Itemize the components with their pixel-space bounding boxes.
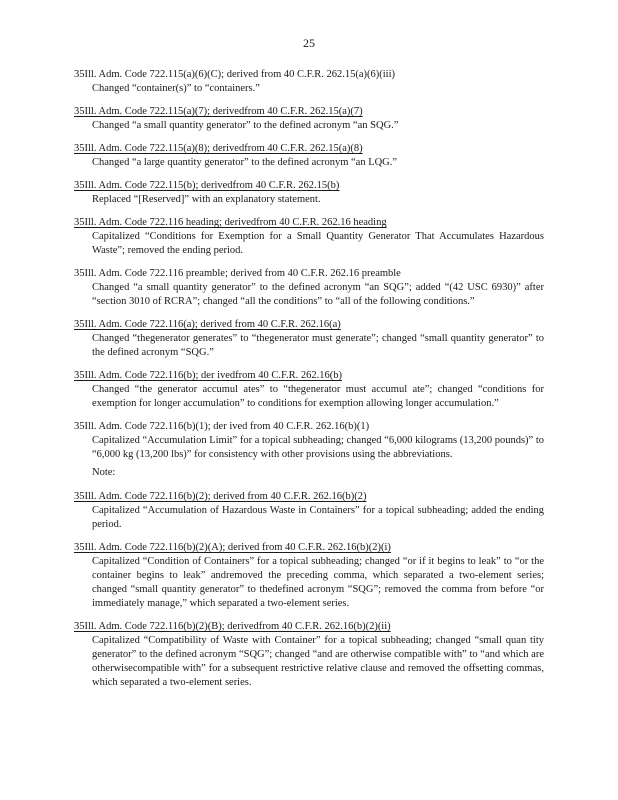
list-item	[74, 541, 544, 611]
entry-citation: 35Ill. Adm. Code 722.116(b)(2); derived from 40 C.F.R. 262.16(b)(2)	[74, 491, 367, 502]
entry-citation: 35Ill. Adm. Code 722.116(a); derived from 40 C.F.R. 262.16(a)	[74, 319, 341, 330]
list-item	[74, 420, 544, 480]
entry-description: Changed “the generator accumul ates” to “thegenerator must accumul ate”; changed “conditions for exemption for longer accumulation” to conditions for exemption allowing longer accumulation.”	[92, 384, 544, 409]
entry-description: Replaced “[Reserved]” with an explanatory statement.	[92, 194, 321, 205]
entry-description: Changed “a small quantity generator” to the defined acronym “an SQG.”	[92, 120, 399, 131]
entry-description: Changed “a small quantity generator” to the defined acronym “an SQG”; added “(42 USC 6930)” after “section 3010 of RCRA”; changed “all the conditions” to “all of the following conditions.”	[92, 282, 544, 307]
list-item	[74, 267, 544, 309]
entry-citation: 35Ill. Adm. Code 722.115(a)(6)(C); derived from 40 C.F.R. 262.15(a)(6)(iii)	[74, 69, 396, 80]
entry-list	[74, 68, 544, 699]
entry-note: Note:	[92, 467, 116, 478]
entry-description: Capitalized “Conditions for Exemption for a Small Quantity Generator That Accumulates Hazardous Waste”; removed the ending period.	[92, 231, 544, 256]
entry-citation: 35Ill. Adm. Code 722.116(b); der ivedfrom 40 C.F.R. 262.16(b)	[74, 370, 342, 381]
entry-citation: 35Ill. Adm. Code 722.115(b); derivedfrom 40 C.F.R. 262.15(b)	[74, 180, 340, 191]
entry-citation: 35Ill. Adm. Code 722.115(a)(7); derivedfrom 40 C.F.R. 262.15(a)(7)	[74, 106, 363, 117]
list-item	[74, 105, 544, 133]
list-item	[74, 369, 544, 411]
list-item	[74, 142, 544, 170]
list-item	[74, 68, 544, 96]
entry-description: Capitalized “Compatibility of Waste with Container” for a topical subheading; changed “small quan tity generator” to the defined acronym “SQG”; changed “and are otherwise compatible with” to “and which are otherwisecompatible with” for a subsequent restrictive relative clause and removed the offsetting commas, which separated a two-element series.	[92, 635, 544, 688]
list-item	[74, 318, 544, 360]
entry-citation: 35Ill. Adm. Code 722.116 preamble; derived from 40 C.F.R. 262.16 preamble	[74, 268, 401, 279]
page-number: 25	[303, 36, 315, 50]
entry-description: Changed “thegenerator generates” to “thegenerator must generate”; changed “small quantity generator” to the defined acronym “SQG.”	[92, 333, 544, 358]
entry-citation: 35Ill. Adm. Code 722.116(b)(2)(A); derived from 40 C.F.R. 262.16(b)(2)(i)	[74, 542, 391, 553]
entry-description: Capitalized “Accumulation of Hazardous Waste in Containers” for a topical subheading; added the ending period.	[92, 505, 544, 530]
entry-citation: 35Ill. Adm. Code 722.116(b)(1); der ived from 40 C.F.R. 262.16(b)(1)	[74, 421, 370, 432]
list-item	[74, 490, 544, 532]
entry-description: Capitalized “Accumulation Limit” for a topical subheading; changed “6,000 kilograms (13,200 pounds)” to “6,000 kg (13,200 lbs)” for consistency with other provisions using the abbreviations.	[92, 435, 544, 460]
entry-description: Changed “a large quantity generator” to the defined acronym “an LQG.”	[92, 157, 398, 168]
list-item	[74, 620, 544, 690]
list-item	[74, 179, 544, 207]
entry-citation: 35Ill. Adm. Code 722.116 heading; derivedfrom 40 C.F.R. 262.16 heading	[74, 217, 387, 228]
entry-description: Changed “container(s)” to “containers.”	[92, 83, 260, 94]
entry-description: Capitalized “Condition of Containers” for a topical subheading; changed “or if it begins to leak” to “or the container begins to leak” andremoved the preceding comma, which separated a two-element series; changed “small quantity generator” to thedefined acronym “SQG”; removed the comma from before “or immediately manage,” which separated a two-element series.	[92, 556, 544, 609]
entry-citation: 35Ill. Adm. Code 722.115(a)(8); derivedfrom 40 C.F.R. 262.15(a)(8)	[74, 143, 363, 154]
entry-citation: 35Ill. Adm. Code 722.116(b)(2)(B); derivedfrom 40 C.F.R. 262.16(b)(2)(ii)	[74, 621, 391, 632]
list-item	[74, 216, 544, 258]
